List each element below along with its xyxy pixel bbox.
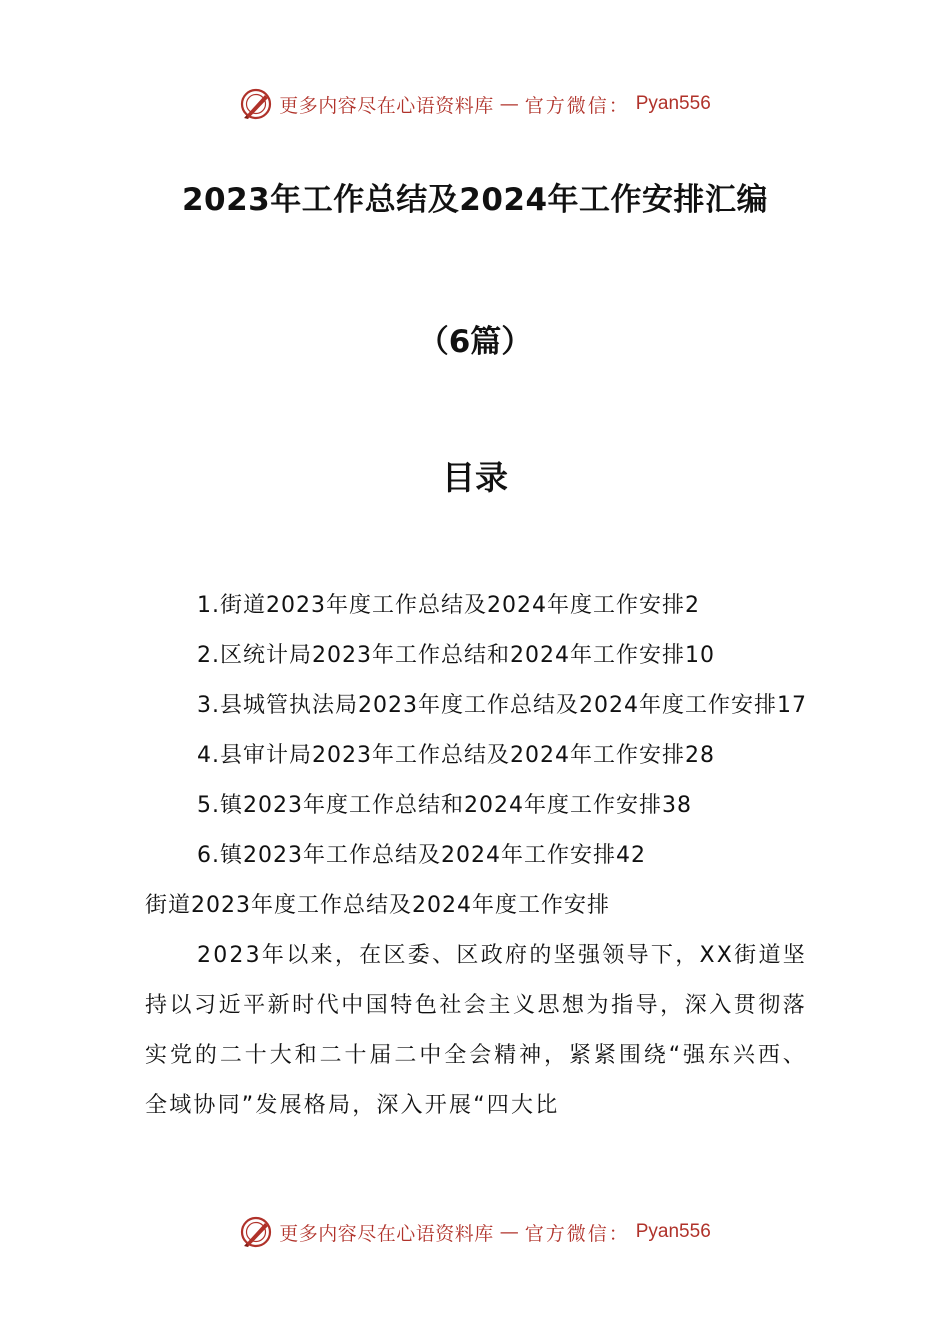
- toc-item: 1.街道2023年度工作总结及2024年度工作安排2: [197, 593, 700, 618]
- pen-logo-icon: [239, 1215, 273, 1249]
- toc-item: 3.县城管执法局2023年度工作总结及2024年度工作安排17: [197, 693, 807, 718]
- document-title: 2023年工作总结及2024年工作安排汇编: [181, 182, 769, 218]
- document-subtitle: （6篇）: [417, 324, 533, 360]
- document-body: [145, 581, 807, 1131]
- toc-item: 6.镇2023年工作总结及2024年工作安排42: [197, 843, 646, 868]
- footer-wechat-label: 官方微信：: [524, 1222, 630, 1245]
- footer-banner: [0, 1212, 950, 1252]
- toc-item: 5.镇2023年度工作总结和2024年度工作安排38: [197, 793, 692, 818]
- section-heading: 街道2023年度工作总结及2024年度工作安排: [145, 893, 610, 918]
- body-paragraph: 2023年以来，在区委、区政府的坚强领导下，XX街道坚持以习近平新时代中国特色社会主义思想为指导，深入贯彻落实党的二十大和二十届二中全会精神，紧紧围绕“强东兴西、全域协同”发展格局，深入开展“四大比: [145, 943, 807, 1118]
- footer-wechat-id: Pyan556: [635, 1221, 711, 1242]
- header-banner: [0, 84, 950, 124]
- toc-item: 2.区统计局2023年工作总结和2024年工作安排10: [197, 643, 715, 668]
- toc-item: 4.县审计局2023年工作总结及2024年工作安排28: [197, 743, 715, 768]
- header-separator: —: [499, 93, 519, 115]
- header-wechat-label: 官方微信：: [524, 94, 630, 117]
- toc-heading: 目录: [442, 458, 508, 497]
- footer-separator: —: [499, 1221, 519, 1243]
- footer-promo-text: 更多内容尽在心语资料库: [279, 1222, 494, 1245]
- pen-logo-icon: [239, 87, 273, 121]
- header-promo-text: 更多内容尽在心语资料库: [279, 94, 494, 117]
- header-wechat-id: Pyan556: [635, 93, 711, 114]
